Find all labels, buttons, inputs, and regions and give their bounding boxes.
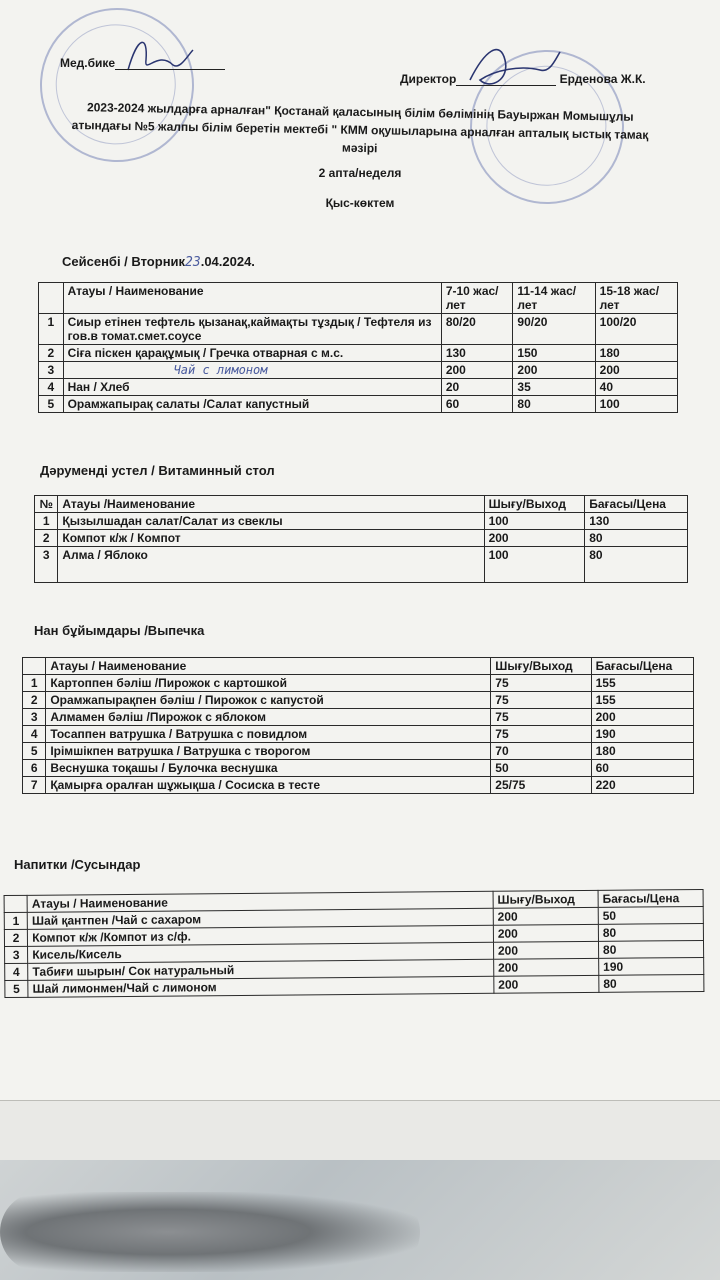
table-row: 2 Орамжапырақпен бәліш / Пирожок с капустой 75 155 — [23, 692, 694, 709]
week-label: 2 апта/неделя — [318, 166, 402, 180]
table-header-row: Атауы / Наименование Шығу/Выход Бағасы/Цена — [23, 658, 694, 675]
table-row: 5 Шай лимонмен/Чай с лимоном 200 80 — [5, 974, 704, 997]
vitamin-heading: Дәрумендi устел / Витаминный стол — [40, 463, 275, 478]
table-row: 1 Сиыр етінен тефтель қызанақ,каймақты тұздық / Тефтеля из гов.в томат.смет.соусе 80/20 90/20 100/20 — [39, 314, 678, 345]
day-label: Сейсенбі / Вторник — [62, 254, 186, 269]
table-row: 4 Табиғи шырын/ Сок натуральный 200 190 — [5, 957, 704, 980]
paper-fold — [0, 1100, 720, 1161]
table-row: 5 Орамжапырақ салаты /Салат капустный 60 80 100 — [39, 396, 678, 413]
drinks-heading: Напитки /Сусындар — [14, 857, 141, 872]
document-title: 2023-2024 жылдарға арналған" Қостанай қаласының білім бөлімінің Бауыржан Момышұлы атындағы №5 жалпы білім беретін мектебі " КММ оқушыларына арналған апталық ыстық тамақ мәзірі — [71, 100, 649, 156]
table-row: 2 Компот к/ж /Компот из с/ф. 200 80 — [4, 923, 703, 946]
table-row: 3 Алмамен бәліш /Пирожок с яблоком 75 200 — [23, 709, 694, 726]
table-row: 2 Компот к/ж / Компот 200 80 — [35, 530, 688, 547]
left-stamp — [20, 0, 214, 182]
table-header-row — [39, 283, 678, 314]
column-header: 11-14 жас/ лет — [513, 283, 595, 314]
day-heading — [62, 254, 255, 270]
table-header-row: Атауы / Наименование Шығу/Выход Бағасы/Цена — [4, 889, 703, 912]
director-label: Директор — [400, 72, 457, 86]
column-header: 7-10 жас/ лет — [441, 283, 513, 314]
table-row: 3 Чай с лимоном 200 200 200 — [39, 362, 678, 379]
vitamin-table — [34, 495, 688, 583]
medbike-label: Мед.бике — [60, 56, 116, 70]
table-row: 7 Қамырға оралған шұжықша / Сосиска в тесте 25/75 220 — [23, 777, 694, 794]
bakery-table — [22, 657, 694, 794]
table-row: 1 Картоппен бәліш /Пирожок с картошкой 75 155 — [23, 675, 694, 692]
table-row: 3 Алма / Яблоко 100 80 — [35, 547, 688, 583]
day-date: .04.2024. — [200, 254, 255, 269]
table-row: 5 Ірімшікпен ватрушка / Ватрушка с творогом 70 180 — [23, 743, 694, 760]
table-row: 3 Кисель/Кисель 200 80 — [5, 940, 704, 963]
column-header: 15-18 жас/ лет — [595, 283, 677, 314]
director-name: Ерденова Ж.К. — [559, 72, 646, 86]
bakery-heading: Нан бұйымдары /Выпечка — [34, 623, 205, 638]
director-signature-line — [400, 72, 646, 86]
column-header: Атауы / Наименование — [63, 283, 441, 314]
handwritten-day: 23 — [185, 255, 201, 270]
desk-object — [0, 1192, 420, 1272]
table-row: 4 Нан / Хлеб 20 35 40 — [39, 379, 678, 396]
table-header-row: № Атауы /Наименование Шығу/Выход Бағасы/Цена — [35, 496, 688, 513]
drinks-table — [4, 889, 705, 998]
medbike-signature-line — [60, 56, 225, 70]
director-signature — [460, 40, 570, 100]
main-menu-table — [38, 282, 678, 413]
table-row: 1 Шай қантпен /Чай с сахаром 200 50 — [4, 906, 703, 929]
medbike-signature — [118, 30, 198, 80]
table-row: 4 Тосаппен ватрушка / Ватрушка с повидлом 75 190 — [23, 726, 694, 743]
season-label: Қыс-көктем — [325, 196, 395, 210]
table-row: 1 Қызылшадан салат/Салат из свеклы 100 130 — [35, 513, 688, 530]
table-row: 2 Сіға піскен қарақұмық / Гречка отварная с м.с. 130 150 180 — [39, 345, 678, 362]
table-row: 6 Веснушка тоқашы / Булочка веснушка 50 60 — [23, 760, 694, 777]
